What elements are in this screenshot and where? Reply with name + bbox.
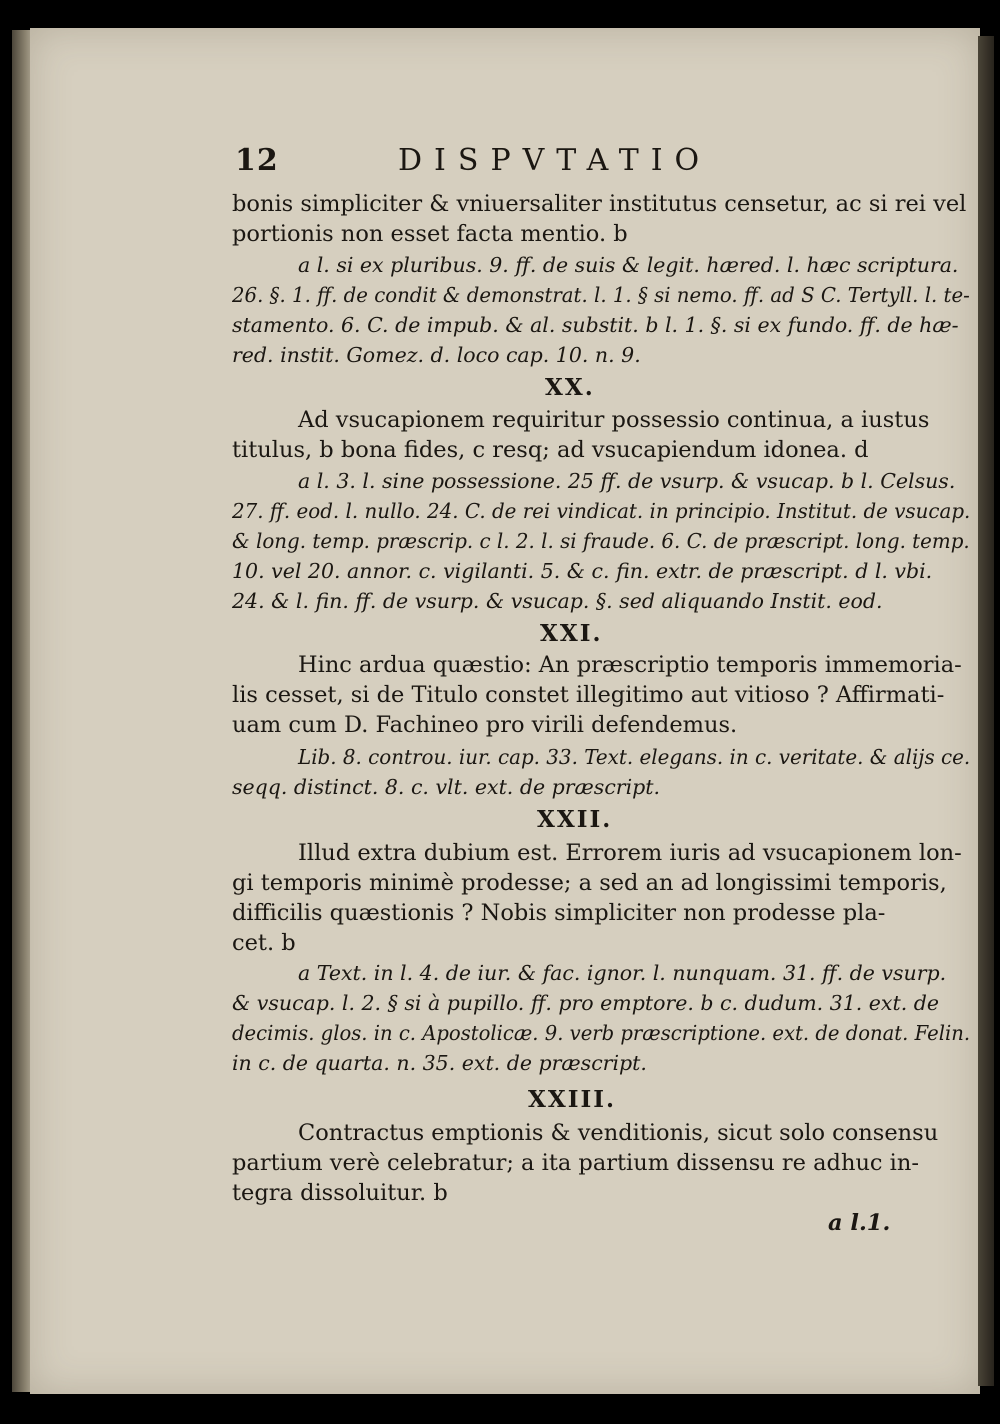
marginal-note-line: 27. ff. eod. l. nullo. 24. C. de rei vindicat. in principio. Institut. de vsucap. <box>232 499 971 523</box>
marginal-note-line: 24. & l. fin. ff. de vsurp. & vsucap. §. sed aliquando Instit. eod. <box>232 589 883 613</box>
running-title: DISPVTATIO <box>398 143 712 178</box>
page-number: 12 <box>235 143 279 178</box>
body-line: Illud extra dubium est. Errorem iuris ad vsucapionem lon- <box>298 840 962 866</box>
marginal-note-line: & long. temp. præscrip. c l. 2. l. si fraude. 6. C. de præscript. long. temp. <box>232 529 970 553</box>
marginal-note-line: red. instit. Gomez. d. loco cap. 10. n. 9. <box>232 343 641 367</box>
marginal-note-line: a l. si ex pluribus. 9. ff. de suis & legit. hæred. l. hæc scriptura. <box>298 253 959 277</box>
body-line: gi temporis minimè prodesse; a sed an ad longissimi temporis, <box>232 870 947 896</box>
marginal-note-line: stamento. 6. C. de impub. & al. substit. b l. 1. §. si ex fundo. ff. de hæ- <box>232 313 959 337</box>
marginal-note-line: 10. vel 20. annor. c. vigilanti. 5. & c. fin. extr. de præscript. d l. vbi. <box>232 559 933 583</box>
section-heading: XXIII. <box>528 1086 616 1113</box>
catchword: a l.1. <box>828 1210 891 1236</box>
marginal-note-line: Lib. 8. controu. iur. cap. 33. Text. elegans. in c. veritate. & alijs ce. <box>298 745 971 769</box>
body-line: partium verè celebratur; a ita partium dissensu re adhuc in- <box>232 1150 919 1176</box>
body-line: uam cum D. Fachineo pro virili defendemus. <box>232 712 738 738</box>
section-heading: XXI. <box>540 620 603 647</box>
section-heading: XX. <box>545 374 595 401</box>
body-line: bonis simpliciter & vniuersaliter institutus censetur, ac si rei vel <box>232 191 967 217</box>
body-line: portionis non esset facta mentio. b <box>232 221 628 247</box>
marginal-note-line: a Text. in l. 4. de iur. & fac. ignor. l. nunquam. 31. ff. de vsurp. <box>298 961 947 985</box>
marginal-note-line: 26. §. 1. ff. de condit & demonstrat. l. 1. § si nemo. ff. ad S C. Tertyll. l. te- <box>232 283 970 307</box>
marginal-note-line: in c. de quarta. n. 35. ext. de præscript. <box>232 1051 647 1075</box>
marginal-note-line: & vsucap. l. 2. § si à pupillo. ff. pro emptore. b c. dudum. 31. ext. de <box>232 991 940 1015</box>
body-line: difficilis quæstionis ? Nobis simpliciter non prodesse pla- <box>232 900 886 926</box>
marginal-note-line: seqq. distinct. 8. c. vlt. ext. de præscript. <box>232 775 661 799</box>
page-header <box>0 143 1000 183</box>
marginal-note-line: decimis. glos. in c. Apostolicæ. 9. verb præscriptione. ext. de donat. Felin. <box>232 1021 971 1045</box>
body-line: cet. b <box>232 930 296 956</box>
book-fore-edge <box>978 36 994 1386</box>
body-line: tegra dissoluitur. b <box>232 1180 448 1206</box>
body-line: Contractus emptionis & venditionis, sicut solo consensu <box>298 1120 939 1146</box>
section-heading: XXII. <box>537 806 613 833</box>
body-line: titulus, b bona fides, c resq; ad vsucapiendum idonea. d <box>232 437 869 463</box>
body-line: lis cesset, si de Titulo constet illegitimo aut vitioso ? Affirmati- <box>232 682 945 708</box>
body-line: Hinc ardua quæstio: An præscriptio temporis immemoria- <box>298 652 962 678</box>
marginal-note-line: a l. 3. l. sine possessione. 25 ff. de vsurp. & vsucap. b l. Celsus. <box>298 469 956 493</box>
body-line: Ad vsucapionem requiritur possessio continua, a iustus <box>298 407 930 433</box>
